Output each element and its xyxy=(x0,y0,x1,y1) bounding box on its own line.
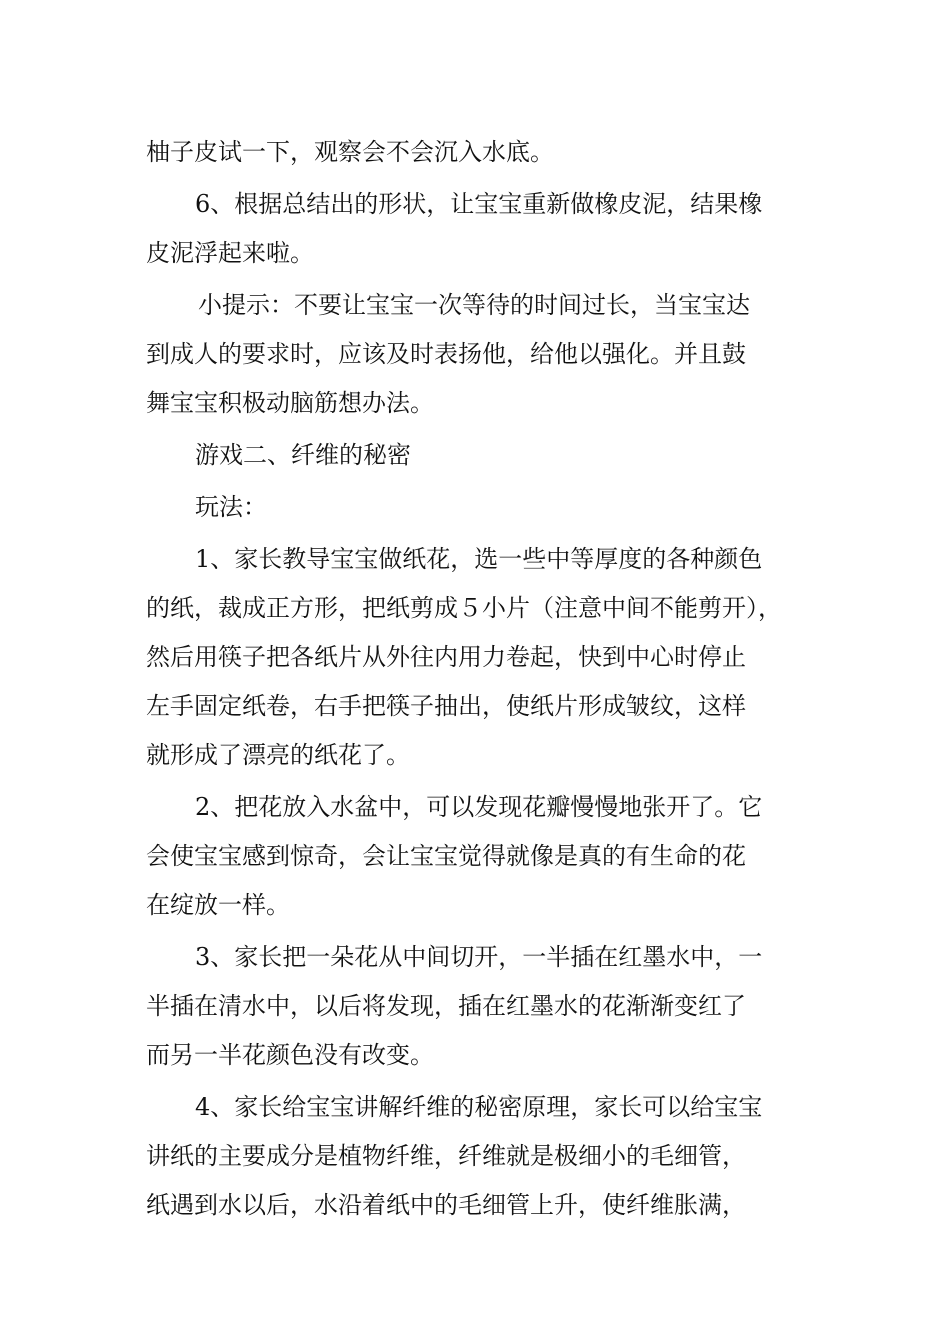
text-line: 然后用筷子把各纸片从外往内用力卷起，快到中心时停止 xyxy=(146,643,746,671)
text-line: 玩法： xyxy=(195,493,267,521)
paragraph-step-3 xyxy=(146,933,810,1080)
document-page xyxy=(146,128,810,1233)
text-line: 就形成了漂亮的纸花了。 xyxy=(146,741,410,769)
paragraph-continuation xyxy=(146,128,810,177)
text-line: 讲纸的主要成分是植物纤维，纤维就是极细小的毛细管， xyxy=(146,1142,746,1170)
paragraph-step-2 xyxy=(146,783,810,930)
text-line: 的纸，裁成正方形，把纸剪成５小片（注意中间不能剪开）， xyxy=(146,594,782,622)
text-line: 半插在清水中，以后将发现，插在红墨水的花渐渐变红了 xyxy=(146,992,746,1020)
text-line: 1、家长教导宝宝做纸花，选一些中等厚度的各种颜色 xyxy=(195,545,763,573)
paragraph-step-1 xyxy=(146,535,810,780)
text-line: 会使宝宝感到惊奇，会让宝宝觉得就像是真的有生命的花 xyxy=(146,842,746,870)
paragraph-tip xyxy=(146,281,810,428)
text-line: 小提示：不要让宝宝一次等待的时间过长，当宝宝达 xyxy=(198,291,750,319)
paragraph-step-4 xyxy=(146,1083,810,1230)
text-line: 2、把花放入水盆中，可以发现花瓣慢慢地张开了。它 xyxy=(195,793,763,821)
text-line: 到成人的要求时，应该及时表扬他，给他以强化。并且鼓 xyxy=(146,340,746,368)
text-line: 皮泥浮起来啦。 xyxy=(146,239,314,267)
paragraph-method-label xyxy=(146,483,810,532)
text-line: 6、根据总结出的形状，让宝宝重新做橡皮泥，结果橡 xyxy=(195,190,763,218)
section-heading-game-two xyxy=(146,431,810,480)
text-line: 左手固定纸卷，右手把筷子抽出，使纸片形成皱纹，这样 xyxy=(146,692,746,720)
text-line: 舞宝宝积极动脑筋想办法。 xyxy=(146,389,434,417)
paragraph-step-6 xyxy=(146,180,810,278)
text-line: 而另一半花颜色没有改变。 xyxy=(146,1041,434,1069)
text-line: 柚子皮试一下，观察会不会沉入水底。 xyxy=(146,138,554,166)
text-line: 3、家长把一朵花从中间切开，一半插在红墨水中，一 xyxy=(195,943,763,971)
text-line: 4、家长给宝宝讲解纤维的秘密原理，家长可以给宝宝 xyxy=(195,1093,763,1121)
text-line: 纸遇到水以后，水沿着纸中的毛细管上升，使纤维胀满， xyxy=(146,1191,746,1219)
text-line: 游戏二、纤维的秘密 xyxy=(195,441,411,469)
text-line: 在绽放一样。 xyxy=(146,891,290,919)
